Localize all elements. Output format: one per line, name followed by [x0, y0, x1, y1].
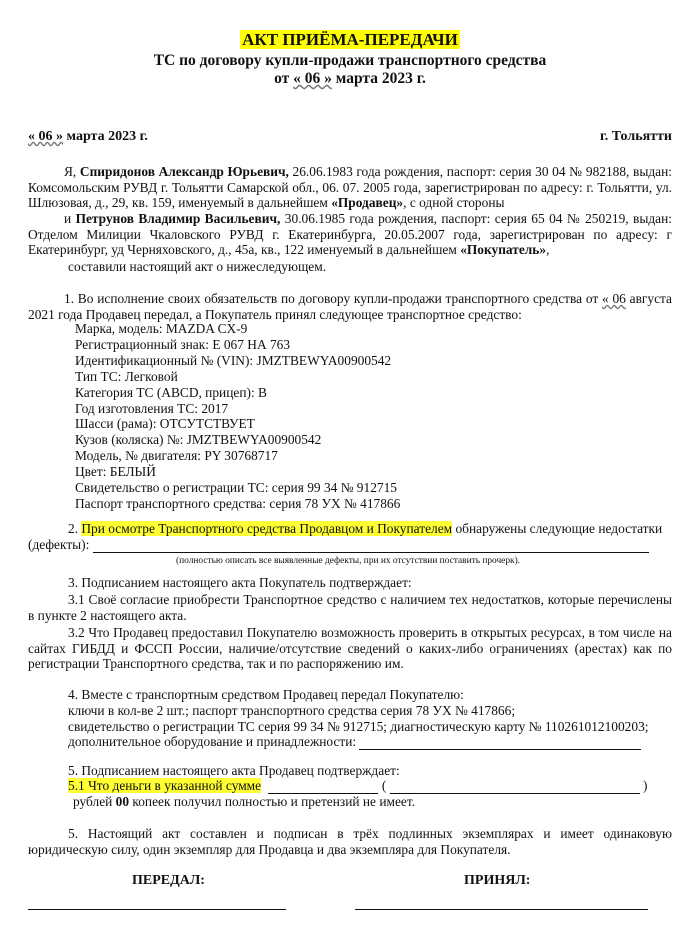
amount-words-line[interactable]	[390, 781, 640, 794]
equipment-label: дополнительное оборудование и принадлежности:	[68, 734, 357, 749]
item-2-text: обнаружены следующие недостатки	[452, 521, 663, 536]
item-3-2: 3.2 Что Продавец предоставил Покупателю возможность проверить в открытых ресурсах, в том числе на сайтах ГИБДД и ФССП России, наличие/отсутствие сведений о каких-либо ограничениях (арестах) как по регистрации Транспортного средства, так и по распоряжению им.	[28, 625, 672, 672]
subtitle-month: марта 2023 г.	[331, 70, 426, 87]
signature-right-label: ПРИНЯЛ:	[464, 873, 531, 888]
vehicle-detail-item: Цвет: БЕЛЫЙ	[75, 464, 156, 480]
item-4-head: 4. Вместе с транспортным средством Продавец передал Покупателю:	[68, 687, 464, 702]
subtitle-line-2	[0, 70, 700, 88]
amount-words-open-paren: (	[381, 778, 387, 793]
subtitle-date: « 06 »	[293, 70, 332, 87]
item-4-line-1: ключи в кол-ве 2 шт.; паспорт транспортного средства серия 78 УХ № 417866;	[68, 703, 516, 718]
defects-input-line[interactable]	[93, 539, 649, 553]
date-city-row	[28, 129, 672, 145]
seller-name: Спиридонов Александр Юрьевич,	[79, 164, 289, 179]
seller-intro: Я,	[64, 164, 80, 179]
buyer-details-2: Черняховского, д., 45а, кв., 122 именуемый в дальнейшем	[123, 242, 461, 258]
act-date-day: « 06 »	[28, 129, 63, 144]
final-clause: 5. Настоящий акт составлен и подписан в трёх подлинных экземплярах и имеет одинаковую юридическую силу, один экземпляр для Продавца и два экземпляра для Покупателя.	[28, 826, 672, 857]
buyer-tail: ,	[546, 242, 550, 258]
item-5-rub-line	[73, 794, 672, 810]
item-2-number: 2.	[68, 521, 82, 536]
item-1-date: « 06	[602, 291, 626, 306]
buyer-role: «Покупатель»	[460, 242, 547, 258]
vehicle-detail-item: Год изготовления ТС: 2017	[75, 400, 229, 416]
vehicle-detail-item: Паспорт транспортного средства: серия 78 УХ № 417866	[75, 495, 401, 511]
item-4-line-3	[68, 734, 672, 750]
vehicle-detail-item: Марка, модель: MAZDA CX-9	[75, 321, 248, 336]
buyer-details: 30.06.1985 года рождения, паспорт: серия 65 04 № 250219, выдан: Отделом Милиции Чкаловского РУВД г. Екатеринбурга, 20.05.2007 года, зарегистрирован по адресу: г Екатеринбург,	[28, 211, 673, 258]
item-5-head: 5. Подписанием настоящего акта Продавец подтверждает:	[68, 763, 400, 778]
signature-right-line[interactable]	[355, 909, 648, 910]
rub-tail: копеек получил полностью и претензий не имеет.	[129, 794, 416, 809]
defects-row	[28, 537, 672, 553]
defects-label: (дефекты):	[28, 537, 90, 552]
vehicle-detail-item: Свидетельство о регистрации ТС: серия 99 34 № 912715	[75, 480, 397, 496]
item-1-paragraph	[28, 291, 672, 322]
compose-line: составили настоящий акт о нижеследующем.	[68, 259, 327, 274]
kopecks-value: 00	[115, 794, 130, 809]
item-2-line	[68, 521, 672, 537]
vehicle-detail-item: Регистрационный знак: Е 067 НА 763	[75, 336, 291, 352]
signature-left-label: ПЕРЕДАЛ:	[132, 873, 205, 888]
subtitle-from: от	[274, 70, 294, 87]
item-5-1	[68, 778, 672, 794]
title-text: АКТ ПРИЁМА-ПЕРЕДАЧИ	[242, 30, 458, 49]
vehicle-detail-item: Идентификационный № (VIN): JMZTBEWYA00900542	[75, 352, 392, 368]
item-5-highlight: 5.1 Что деньги в указанной сумме	[68, 778, 262, 793]
act-date-rest: марта 2023 г.	[63, 129, 148, 144]
item-4-line-2: свидетельство о регистрации ТС серия 99 34 № 912715; диагностическую карту № 110261012100203;	[68, 719, 649, 734]
item-3-1: 3.1 Своё согласие приобрести Транспортное средство с наличием тех недостатков, которые перечислены в пункте 2 настоящего акта.	[28, 592, 672, 623]
seller-details: 26.06.1983 года рождения, паспорт: серия 30 04 № 982188, выдан: Комсомольским РУВД г. Тольятти Самарской обл., 06. 07. 2005 года, зарегистрирован по адресу: г. Тольятти, ул. Шлюзовая, д., 29, кв. 159, именуемый в дальнейшем	[28, 164, 672, 211]
vehicle-detail-item: Тип ТС: Легковой	[75, 368, 178, 384]
act-city: г. Тольятти	[600, 129, 672, 144]
vehicle-detail-item: Модель, № двигателя: PY 30768717	[75, 448, 278, 464]
buyer-intro: и	[64, 211, 76, 226]
amount-input-line[interactable]	[268, 781, 378, 794]
item-2-highlight: При осмотре Транспортного средства Продавцом и Покупателем	[81, 521, 453, 536]
equipment-input-line[interactable]	[359, 737, 641, 750]
item-3-head: 3. Подписанием настоящего акта Покупатель подтверждает:	[68, 575, 412, 590]
buyer-name: Петрунов Владимир Васильевич,	[75, 211, 281, 226]
vehicle-details-list	[75, 321, 400, 512]
item-1-text: 1. Во исполнение своих обязательств по договору купли-продажи транспортного средства от	[64, 291, 603, 306]
seller-tail: , с одной стороны	[403, 195, 505, 211]
vehicle-detail-item: Категория ТС (ABCD, прицеп): В	[75, 384, 267, 400]
document-page	[0, 30, 700, 931]
vehicle-detail-item: Шасси (рама): ОТСУТСТВУЕТ	[75, 416, 255, 432]
document-title	[0, 30, 700, 50]
item-1-text-2: августа 2021 года Продавец передал, а Покупатель принял следующее транспортное средство:	[28, 291, 672, 322]
seller-paragraph	[28, 164, 672, 211]
subtitle-line-1: ТС по договору купли-продажи транспортного средства	[153, 52, 547, 69]
buyer-paragraph	[28, 211, 672, 258]
signature-left-line[interactable]	[28, 909, 286, 910]
rub-label: рублей	[73, 794, 116, 809]
seller-role: «Продавец»	[331, 195, 404, 211]
amount-words-close-paren: )	[643, 778, 648, 793]
vehicle-detail-item: Кузов (коляска) №: JMZTBEWYA00900542	[75, 432, 322, 448]
defects-note: (полностью описать все выявленные дефекты, при их отсутствии поставить прочерк).	[176, 556, 521, 566]
buyer-street-abbr: уд	[111, 242, 124, 258]
